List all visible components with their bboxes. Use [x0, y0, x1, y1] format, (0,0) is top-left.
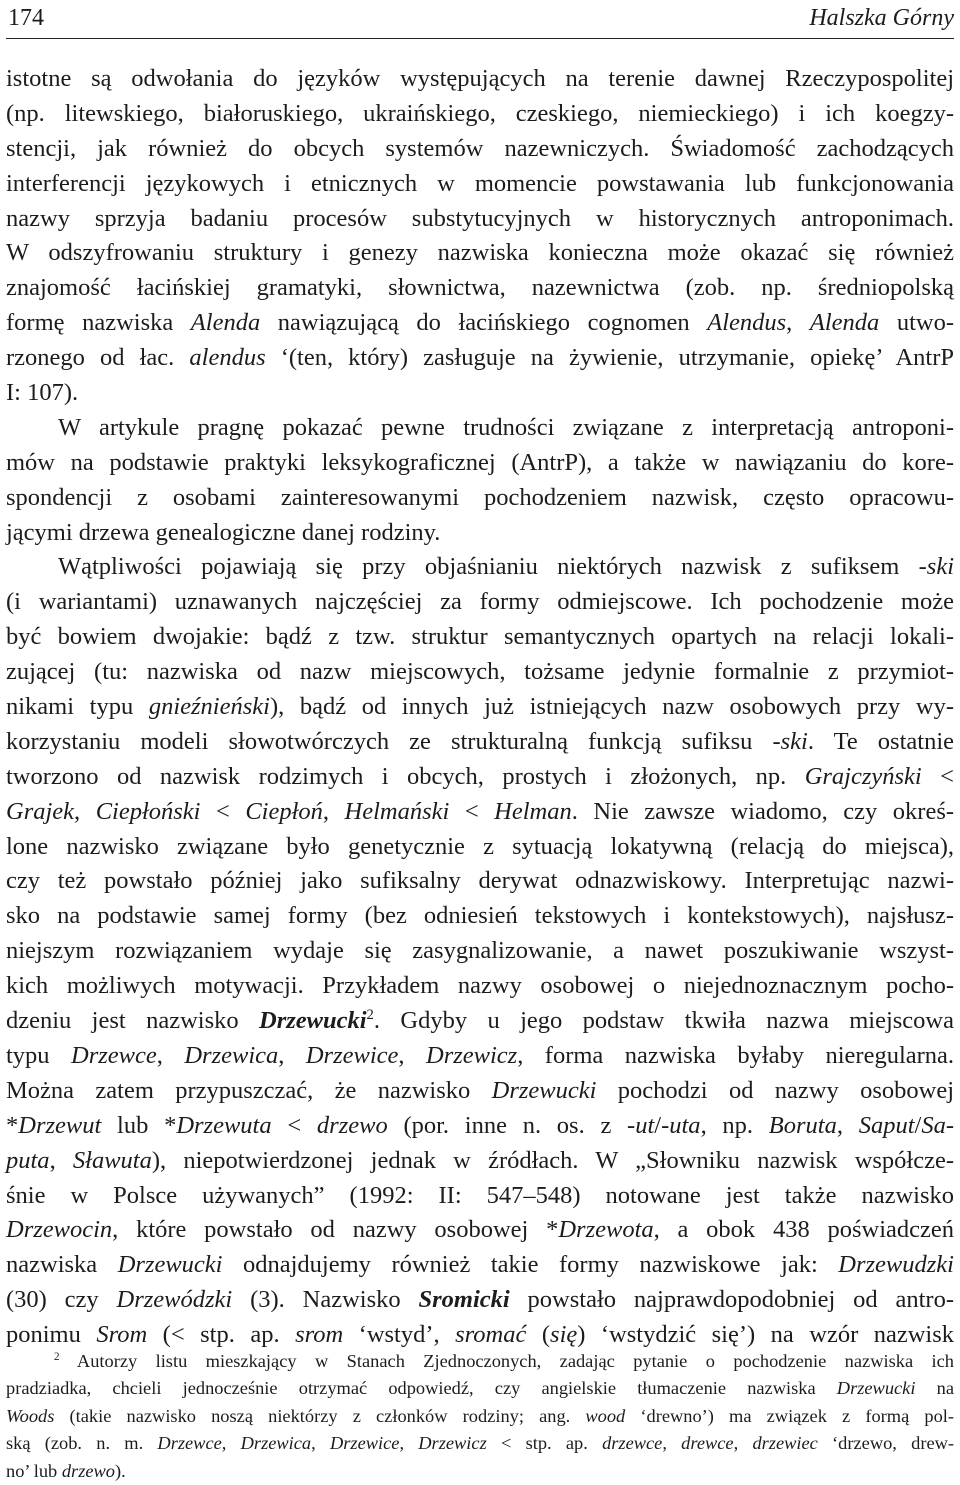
text-line: I: 107). [6, 379, 79, 407]
text-line: być bowiem dwojakie: bądź z tzw. struktur semantycznych opartych na relacji lokali- [6, 623, 954, 651]
text-line: znajomość łacińskiej gramatyki, słownictwa, nazewnictwa (zob. np. średniopolską [6, 274, 954, 302]
footnote-line: no’ lub drzewo). [6, 1460, 126, 1481]
text-line: istotne są odwołania do języków występujących na terenie dawnej Rzeczypospolitej [6, 65, 954, 92]
text-line: sko na podstawie samej formy (bez odniesień tekstowych i kontekstowych), najsłusz- [6, 902, 954, 930]
text-line: (30) czy Drzewódzki (3). Nazwisko Sromicki powstało najprawdopodobniej od antro- [6, 1286, 954, 1314]
text-line: W odszyfrowaniu struktury i genezy nazwiska konieczna może okazać się również [6, 239, 954, 267]
text-line: niejszym rozwiązaniem wydaje się zasygnalizowanie, a nawet poszukiwanie wszyst- [6, 937, 954, 965]
footnote-line: pradziadka, chcieli jednocześnie otrzymać odpowiedź, czy angielskie tłumaczenie nazwiska Drzewucki na [6, 1378, 954, 1399]
text-line: nazwy sprzyja badaniu procesów substytucyjnych w historycznych antroponimach. [6, 204, 954, 232]
text-line: czy też powstało później jako sufiksalny derywat odnazwiskowy. Interpretując nazwi- [6, 867, 954, 895]
footnote-line: Woods (takie nazwisko noszą niektórzy z członków rodziny; ang. wood ‘drewno’) ma związek z formą pol- [6, 1405, 954, 1426]
text-line: jącymi drzewa genealogiczne danej rodziny. [6, 518, 441, 546]
footnote [6, 1348, 954, 1485]
text-line: tworzono od nazwisk rodzimych i obcych, prostych i złożonych, np. Grajczyński < [6, 762, 954, 790]
text-line: puta, Sławuta), niepotwierdzonej jednak w źródłach. W „Słowniku nazwisk współcze- [6, 1146, 955, 1174]
text-line: formę nazwiska Alenda nawiązującą do łacińskiego cognomen Alendus, Alenda utwo- [6, 309, 955, 337]
footnote-line: $^2$ Autorzy listu mieszkający w Stanach Zjednoczonych, zadając pytanie o pochodzenie nazwiska ich [54, 1350, 954, 1371]
main-body-text [6, 62, 954, 1353]
text-line: nazwiska Drzewucki odnajdujemy również takie formy nazwiskowe jak: Drzewudzki [6, 1251, 954, 1279]
text-line: dzeniu jest nazwisko Drzewucki$^2$. Gdyby u jego podstaw tkwiła nazwa miejscowa [6, 1006, 954, 1035]
text-line: Wątpliwości pojawiają się przy objaśnianiu niektórych nazwisk z sufiksem -ski [58, 553, 954, 581]
running-head-author: Halszka Górny [809, 5, 954, 31]
text-line: spondencji z osobami zainteresowanymi pochodzeniem nazwisk, często opracowu- [6, 483, 954, 511]
text-line: Grajek, Ciepłoński < Ciepłoń, Helmański < Helman. Nie zawsze wiadomo, czy okreś- [6, 797, 955, 825]
text-line: (np. litewskiego, białoruskiego, ukraińskiego, czeskiego, niemieckiego) i ich koegzy- [6, 99, 954, 127]
text-line: lone nazwisko związane było genetycznie z sytuacją lokatywną (relacją do miejsca), [6, 832, 954, 860]
footnote-line: ską (zob. n. m. Drzewce, Drzewica, Drzewice, Drzewicz < stp. ap. drzewce, drewce, drzewiec ‘drzewo, drew- [6, 1433, 955, 1454]
text-line: interferencji językowych i etnicznych w momencie powstawania lub funkcjonowania [6, 169, 954, 197]
page-number: 174 [8, 5, 44, 31]
text-line: korzystaniu modeli słowotwórczych ze strukturalną funkcją sufiksu -ski. Te ostatnie [6, 727, 955, 755]
text-line: rzonego od łac. alendus ‘(ten, który) zasługuje na żywienie, utrzymanie, opiekę’ AntrP [6, 344, 954, 372]
text-line: Drzewocin, które powstało od nazwy osobowej *Drzewota, a obok 438 poświadczeń [6, 1216, 955, 1244]
text-line: stencji, jak również do obcych systemów nazewniczych. Świadomość zachodzących [6, 134, 954, 162]
page-header [6, 0, 954, 39]
text-line: ponimu Srom (< stp. ap. srom ‘wstyd’, sromać (się) ‘wstydzić się’) na wzór nazwisk [6, 1321, 954, 1349]
text-line: typu Drzewce, Drzewica, Drzewice, Drzewicz, forma nazwiska byłaby nieregularna. [6, 1041, 955, 1069]
text-line: W artykule pragnę pokazać pewne trudności związane z interpretacją antroponi- [58, 413, 954, 441]
text-line: mów na podstawie praktyki leksykograficznej (AntrP), a także w nawiązaniu do kore- [6, 448, 954, 476]
text-line: nikami typu gnieźnieński), bądź od innych już istniejących nazw osobowych przy wy- [6, 693, 954, 721]
text-line: zującej (tu: nazwiska od nazw miejscowych, tożsame jedynie formalnie z przymiot- [6, 658, 954, 686]
text-line: Można zatem przypuszczać, że nazwisko Drzewucki pochodzi od nazwy osobowej [6, 1076, 955, 1104]
text-line: *Drzewut lub *Drzewuta < drzewo (por. inne n. os. z -ut/-uta, np. Boruta, Saput/Sa- [6, 1111, 954, 1139]
text-line: kich możliwych motywacji. Przykładem nazwy osobowej o niejednoznacznym pocho- [6, 972, 954, 1000]
text-line: (i wariantami) uznawanych najczęściej za formy odmiejscowe. Ich pochodzenie może [6, 588, 954, 616]
text-line: śnie w Polsce używanych” (1992: II: 547–548) notowane jest także nazwisko [6, 1181, 954, 1209]
